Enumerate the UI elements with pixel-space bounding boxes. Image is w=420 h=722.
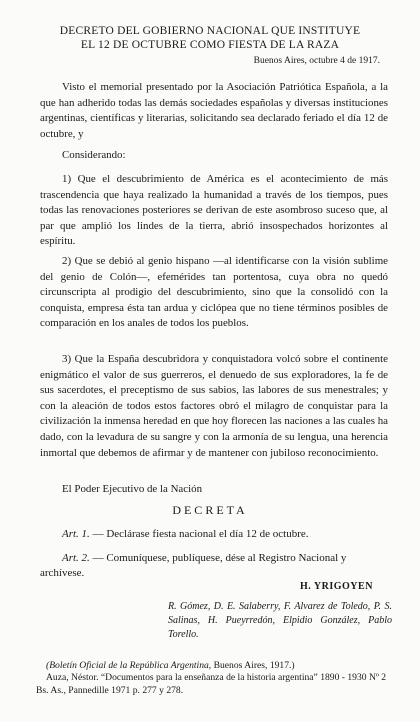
- title-line-1: DECRETO DEL GOBIERNO NACIONAL QUE INSTITUYE: [59, 25, 361, 37]
- source-bulletin-title: (Boletín Oficial de la República Argentina,: [46, 660, 212, 671]
- president-signature: H. YRIGOYEN: [300, 581, 373, 592]
- document-title: [30, 24, 390, 52]
- article-2-text: — Comuníquese, publíquese, dése al Registro Nacional y archívese.: [40, 552, 347, 579]
- source-citation: [36, 660, 398, 697]
- source-line-1: [36, 660, 398, 672]
- article-2-number: Art. 2.: [62, 552, 90, 564]
- article-1-number: Art. 1.: [62, 528, 90, 540]
- title-line-2: EL 12 DE OCTUBRE COMO FIESTA DE LA RAZA: [80, 39, 340, 51]
- considerando-point-1: 1) Que el descubrimiento de América es el acontecimiento de más trascendencia que haya realizado la humanidad a través de los tiempos, pues todas las renovaciones posteriores se derivan de este asombroso suceso que, al par que amplió los lindes de la tierra, abrió insospechados horizontes al espíritu.: [40, 173, 388, 248]
- considerando-point-3: 3) Que la España descubridora y conquistadora volcó sobre el continente enigmático el valor de sus guerreros, el denuedo de sus exploradores, la fe de sus sacerdotes, el preceptismo de sus sabios, las labores de sus menestrales; y con la aleación de todos estos factores obró el milagro de conquistar para la civilización la inmensa heredad en que hoy florecen las naciones a las cuales ha dado, con la levadura de su sangre y con la armonía de su lengua, una herencia inmortal que debemos de afirmar y de mantener con jubiloso reconocimiento.: [40, 353, 388, 459]
- preamble-paragraph: Visto el memorial presentado por la Asociación Patriótica Española, a la que han adherido todas las demás sociedades españolas y diversas instituciones argentinas, científicas y literarias, solicitando sea declarado feriado el día 12 de octubre, y: [40, 81, 388, 140]
- article-2: [40, 551, 390, 581]
- considerando-heading: Considerando:: [62, 149, 126, 161]
- article-1: [40, 527, 390, 542]
- source-line-2: Auza, Néstor. “Documentos para la enseñanza de la historia argentina” 1890 - 1930 Nº 2 Bs. As., Pannedille 1971 p. 277 y 278.: [36, 672, 387, 696]
- considerando-point-2: 2) Que se debió al genio hispano —al identificarse con la visión sublime del genio de Colón—, efemérides tan portentosa, cuya obra no quedó circunscripta al prodigio del descubrimiento, sino que la consolidó con la conquista, empresa ésta tan ardua y ciclópea que no tiene términos posibles de comparación en los anales de todos los pueblos.: [40, 255, 388, 330]
- ministers-signatures: R. Gómez, D. E. Salaberry, F. Alvarez de Toledo, P. S. Salinas, H. Pueyrredón, Elpidio González, Pablo Torello.: [168, 601, 392, 640]
- executive-line: El Poder Ejecutivo de la Nación: [62, 483, 203, 495]
- article-1-text: — Declárase fiesta nacional el día 12 de octubre.: [92, 528, 309, 540]
- dateline: Buenos Aires, octubre 4 de 1917.: [253, 56, 380, 66]
- source-bulletin-rest: Buenos Aires, 1917.): [211, 660, 295, 671]
- decreta-heading: DECRETA: [172, 503, 248, 517]
